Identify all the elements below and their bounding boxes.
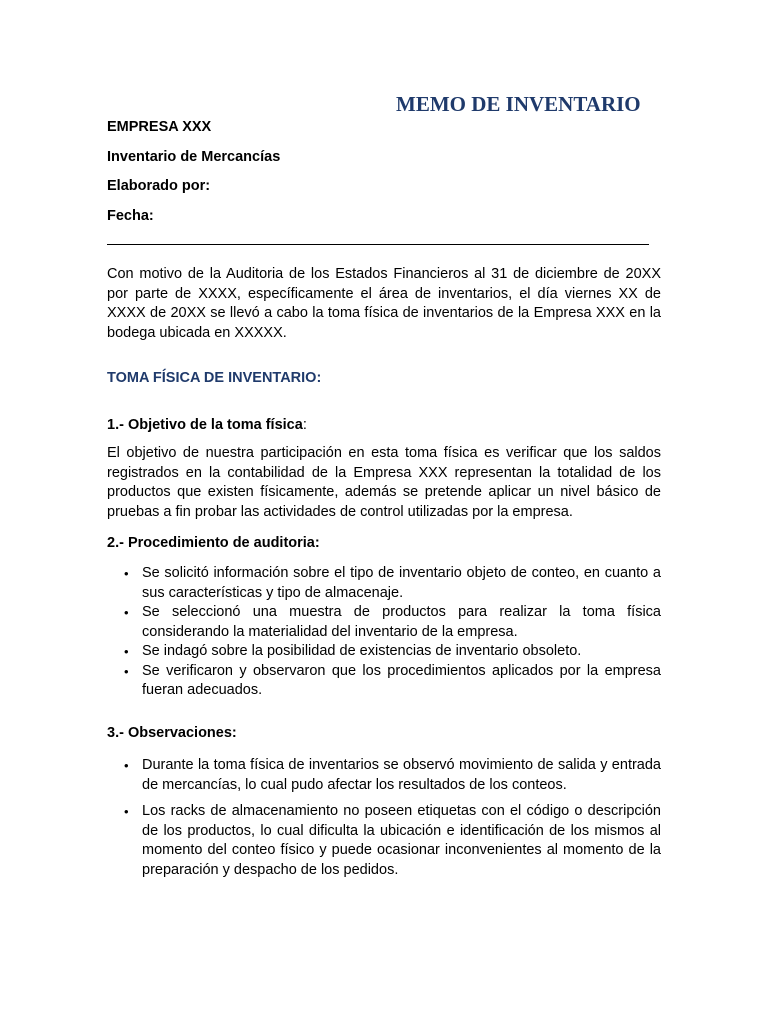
- objective-heading: [107, 417, 307, 433]
- bullet-icon: •: [124, 644, 129, 659]
- intro-paragraph: Con motivo de la Auditoria de los Estados Financieros al 31 de diciembre de 20XX por parte de XXXX, específicamente el área de inventarios, el día viernes XX de XXXX de 20XX se llevó a cabo la toma física de inventarios de la Empresa XXX en la bodega ubicada en XXXXX.: [107, 266, 661, 341]
- company-name: EMPRESA XXX: [107, 119, 212, 135]
- observations-heading-bold: 3.- Observaciones:: [107, 725, 237, 741]
- memo-title: MEMO DE INVENTARIO: [396, 92, 641, 116]
- list-item: [107, 642, 661, 662]
- list-item: [107, 662, 661, 701]
- list-item-text: Se verificaron y observaron que los procedimientos aplicados por la empresa fueran adecuados.: [142, 662, 661, 698]
- objective-heading-colon: :: [302, 417, 307, 433]
- list-item-text: Se indagó sobre la posibilidad de existencias de inventario obsoleto.: [142, 643, 582, 659]
- procedure-list: [107, 564, 661, 701]
- observations-heading: [107, 725, 237, 741]
- objective-paragraph: El objetivo de nuestra participación en esta toma física es verificar que los saldos registrados en la contabilidad de la Empresa XXX representan la totalidad de los productos que existen físicamente, además se pretende aplicar un nivel básico de pruebas a fin probar las actividades de control utilizadas por la empresa.: [107, 445, 661, 520]
- bullet-icon: •: [124, 804, 129, 819]
- bullet-icon: •: [124, 566, 129, 581]
- list-item-text: Se seleccionó una muestra de productos para realizar la toma física considerando la materialidad del inventario de la empresa.: [142, 604, 661, 640]
- objective-heading-bold: 1.- Objetivo de la toma física: [107, 417, 303, 433]
- date-label: Fecha:: [107, 208, 154, 224]
- list-item-text: Los racks de almacenamiento no poseen etiquetas con el código o descripción de los productos, lo cual dificulta la ubicación e identificación de los mismos al momento del conteo físico y puede ocasionar inconvenientes al momento de la preparación y despacho de los pedidos.: [142, 803, 661, 878]
- bullet-icon: •: [124, 758, 129, 773]
- list-item: [107, 603, 661, 642]
- bullet-icon: •: [124, 663, 129, 679]
- list-item-text: Durante la toma física de inventarios se observó movimiento de salida y entrada de mercancías, lo cual pudo afectar los resultados de los conteos.: [142, 757, 661, 793]
- procedure-heading: [107, 535, 320, 551]
- bullet-icon: •: [124, 605, 129, 620]
- prepared-by-label: Elaborado por:: [107, 178, 211, 194]
- memo-subject: Inventario de Mercancías: [107, 149, 281, 165]
- section-title: TOMA FÍSICA DE INVENTARIO:: [107, 370, 322, 386]
- list-item: [107, 564, 661, 603]
- list-item: [107, 802, 661, 880]
- observations-list: [107, 756, 661, 887]
- list-item: [107, 756, 661, 795]
- list-item-text: Se solicitó información sobre el tipo de inventario objeto de conteo, en cuanto a sus características y tipo de almacenaje.: [142, 565, 661, 601]
- header-divider: [107, 244, 649, 245]
- procedure-heading-bold: 2.- Procedimiento de auditoria:: [107, 535, 320, 551]
